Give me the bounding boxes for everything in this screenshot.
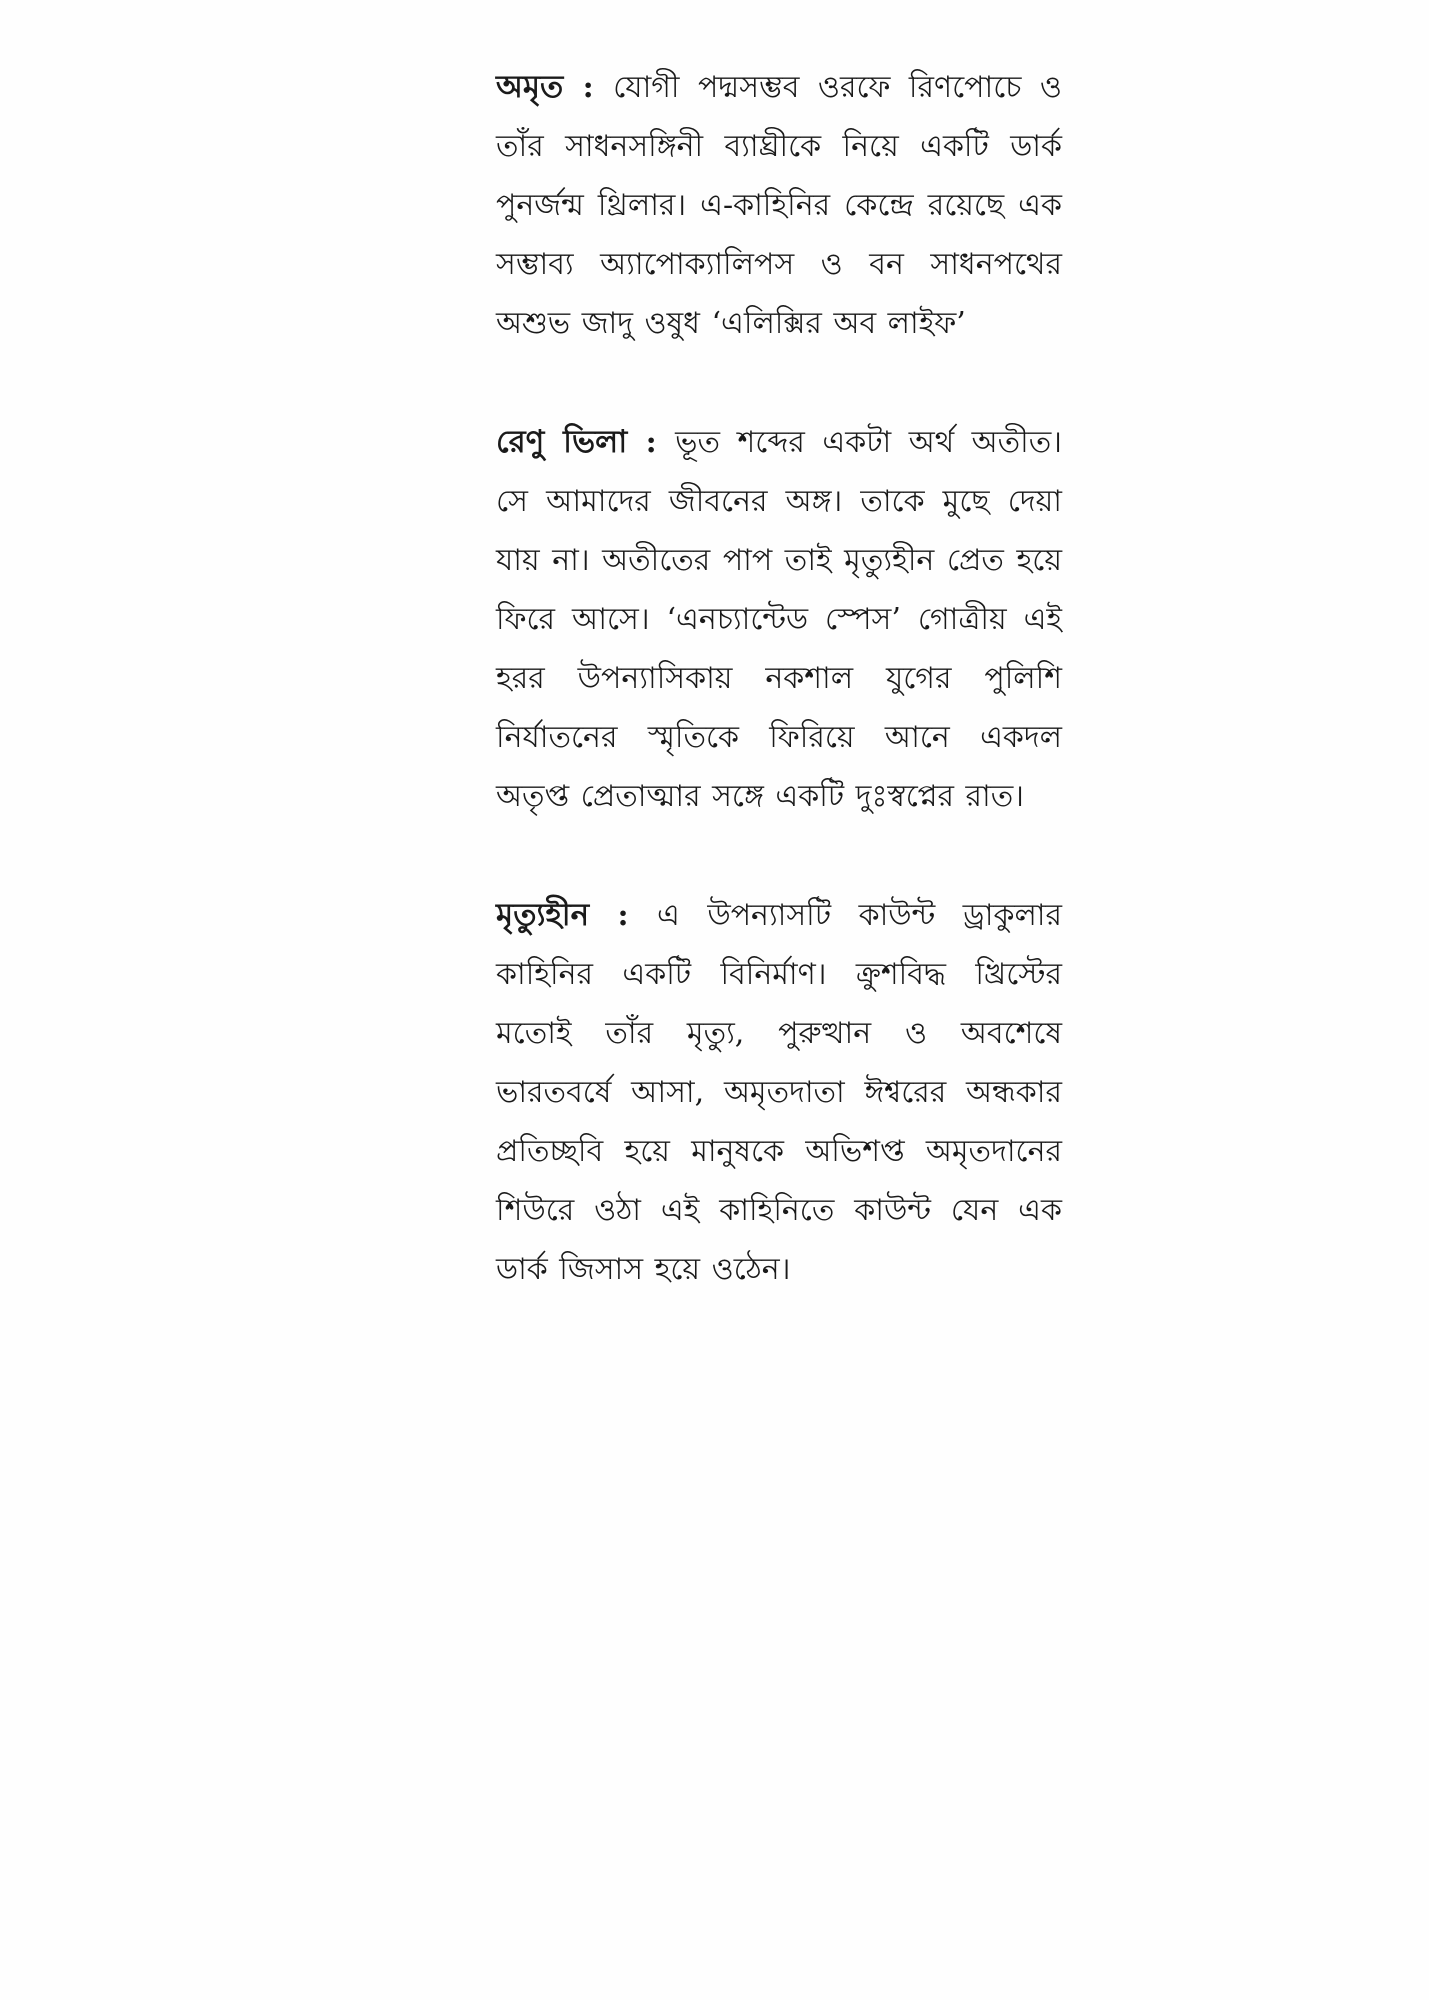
- entry-paragraph: [496, 886, 1062, 1299]
- entry-renu-villa: [496, 413, 1062, 826]
- entry-amrita: [496, 58, 1062, 353]
- entry-separator: :: [627, 425, 676, 460]
- entry-separator: :: [589, 898, 658, 933]
- entry-mrityuhin: [496, 886, 1062, 1299]
- entry-paragraph: [496, 58, 1062, 353]
- entry-paragraph: [496, 413, 1062, 826]
- entry-title: অমৃত: [496, 69, 564, 105]
- entry-title: রেণু ভিলা: [496, 424, 628, 460]
- entry-body: যোগী পদ্মসম্ভব ওরফে রিণপোচে ও তাঁর সাধনসঙ্গিনী ব্যাঘ্রীকে নিয়ে একটি ডার্ক পুনর্জন্ম থ্রিলার। এ-কাহিনির কেন্দ্রে রয়েছে এক সম্ভাব্য অ্যাপোক্যালিপস ও বন সাধনপথের অশুভ জাদু ওষুধ ‘এলিক্সির অব লাইফ’: [496, 70, 1063, 341]
- entry-separator: :: [563, 70, 614, 105]
- text-column: [496, 58, 1062, 1359]
- entry-body: এ উপন্যাসটি কাউন্ট ড্রাকুলার কাহিনির একটি বিনির্মাণ। ক্রুশবিদ্ধ খ্রিস্টের মতোই তাঁর মৃত্যু, পুরুত্থান ও অবশেষে ভারতবর্ষে আসা, অমৃতদাতা ঈশ্বরের অন্ধকার প্রতিচ্ছবি হয়ে মানুষকে অভিশপ্ত অমৃতদানের শিউরে ওঠা এই কাহিনিতে কাউন্ট যেন এক ডার্ক জিসাস হয়ে ওঠেন।: [496, 898, 1063, 1287]
- entry-title: মৃত্যুহীন: [496, 897, 590, 933]
- entry-body: ভূত শব্দের একটা অর্থ অতীত। সে আমাদের জীবনের অঙ্গ। তাকে মুছে দেয়া যায় না। অতীতের পাপ তাই মৃত্যুহীন প্রেত হয়ে ফিরে আসে। ‘এনচ্যান্টেড স্পেস’ গোত্রীয় এই হরর উপন্যাসিকায় নকশাল যুগের পুলিশি নির্যাতনের স্মৃতিকে ফিরিয়ে আনে একদল অতৃপ্ত প্রেতাত্মার সঙ্গে একটি দুঃস্বপ্নের রাত।: [496, 425, 1062, 814]
